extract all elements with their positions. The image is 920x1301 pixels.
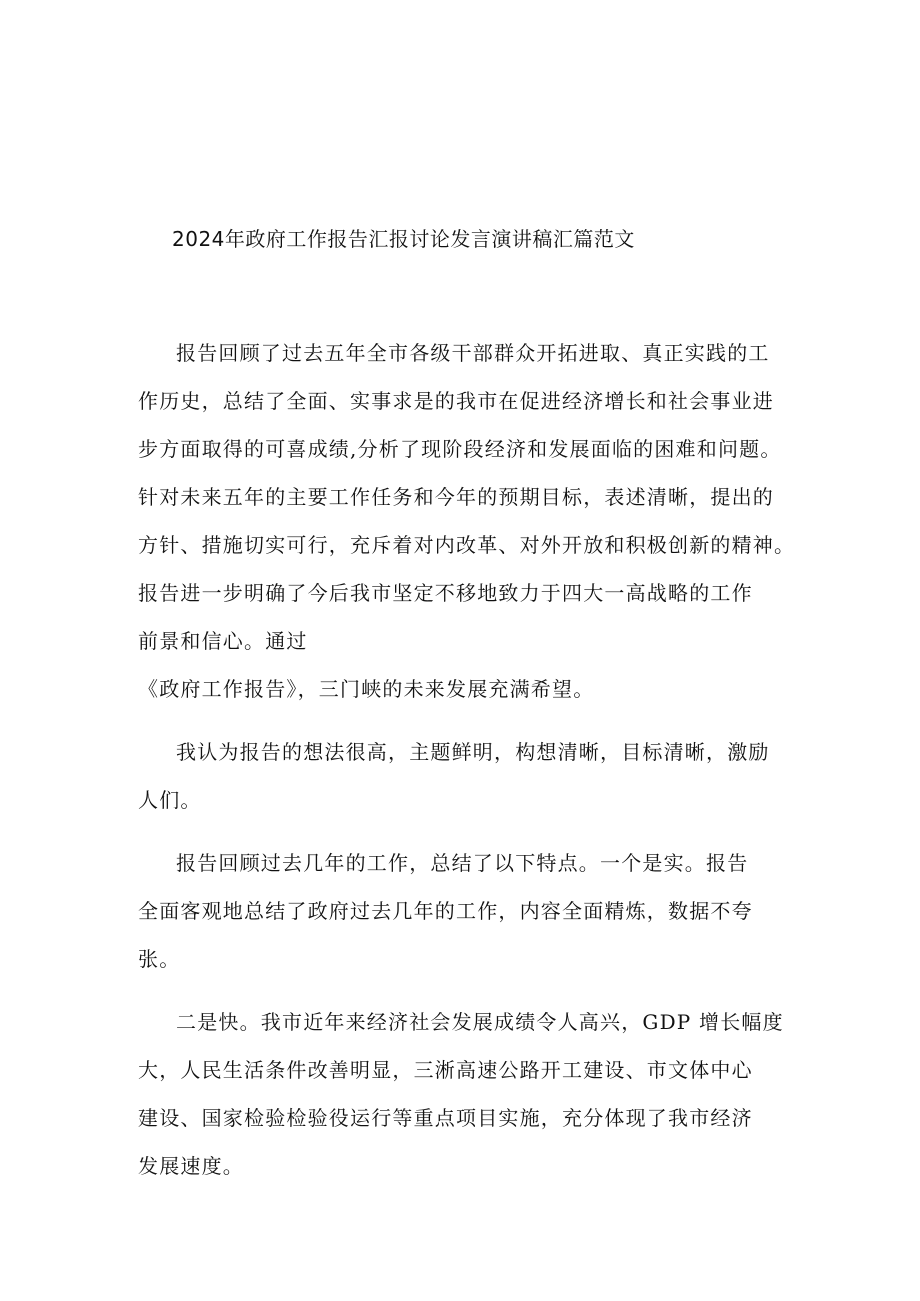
paragraph-line: 建设、国家检验检验役运行等重点项目实施，充分体现了我市经济	[138, 1106, 753, 1130]
paragraph-line: 发展速度。	[138, 1154, 244, 1178]
paragraph-line: 二是快。我市近年来经济社会发展成绩令人高兴，GDP 增长幅度	[176, 1010, 784, 1034]
paragraph-line: 作历史，总结了全面、实事求是的我市在促进经济增长和社会事业进	[138, 389, 774, 413]
paragraph-line: 报告进一步明确了今后我市坚定不移地致力于四大一高战略的工作	[138, 581, 753, 605]
paragraph-line: 我认为报告的想法很高，主题鲜明，构想清晰，目标清晰，激励	[176, 740, 770, 764]
paragraph-line: 《政府工作报告》，三门峡的未来发展充满希望。	[138, 677, 595, 701]
document-title: 2024年政府工作报告汇报讨论发言演讲稿汇篇范文	[172, 227, 635, 251]
paragraph-line: 张。	[138, 947, 181, 971]
paragraph-line: 方针、措施切实可行，充斥着对内改革、对外开放和积极创新的精神。	[138, 533, 796, 557]
paragraph-line: 针对未来五年的主要工作任务和今年的预期目标，表述清晰，提出的	[138, 485, 774, 509]
paragraph-line: 步方面取得的可喜成绩,分析了现阶段经济和发展面临的困难和问题。	[138, 437, 782, 461]
paragraph-line: 人们。	[138, 788, 202, 812]
paragraph-line: 报告回顾过去几年的工作，总结了以下特点。一个是实。报告	[176, 851, 749, 875]
paragraph-line: 前景和信心。通过	[138, 629, 308, 653]
paragraph-line: 报告回顾了过去五年全市各级干部群众开拓进取、真正实践的工	[176, 341, 770, 365]
paragraph-line: 大，人民生活条件改善明显，三淅高速公路开工建设、市文体中心	[138, 1058, 753, 1082]
paragraph-line: 全面客观地总结了政府过去几年的工作，内容全面精炼，数据不夸	[138, 899, 753, 923]
